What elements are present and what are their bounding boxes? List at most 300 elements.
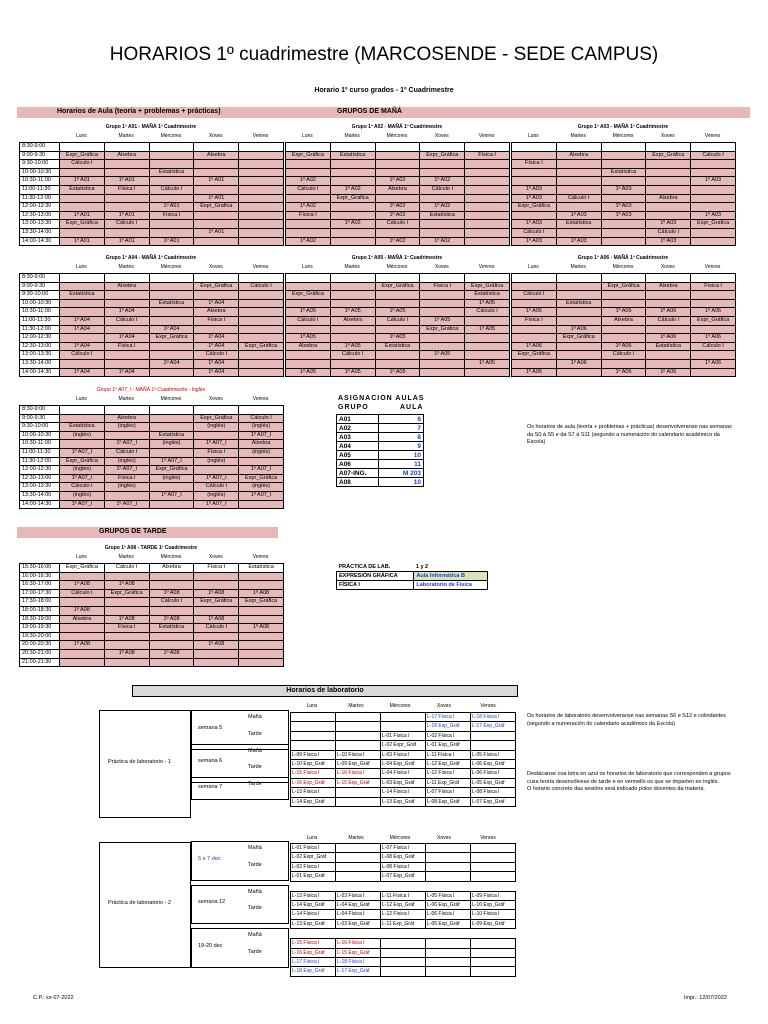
schedule-cell — [691, 299, 736, 308]
day-label: Luns — [75, 133, 87, 139]
schedule-cell: 1º A07_I — [239, 431, 284, 440]
time-cell: 20:30-21:00 — [20, 649, 60, 658]
lab-session-cell — [291, 741, 336, 750]
schedule-cell: Cálculo I — [330, 351, 375, 360]
schedule-cell — [512, 299, 557, 308]
lab-session-cell — [471, 967, 516, 976]
group-days-a07 — [59, 396, 283, 402]
schedule-cell: Expr_Gráfica — [601, 282, 646, 291]
schedule-row — [512, 228, 736, 237]
schedule-cell — [691, 194, 736, 203]
schedule-cell — [239, 316, 284, 325]
schedule-cell: Estatística — [556, 220, 601, 229]
asignacion-table — [336, 414, 424, 487]
schedule-cell: (inglés) — [60, 466, 105, 475]
schedule-row — [20, 581, 284, 590]
schedule-row — [286, 299, 510, 308]
schedule-cell — [330, 168, 375, 177]
lab-tarde-label: Tarde — [248, 861, 262, 868]
lab-session-cell: L-14 Exp_Gráf — [291, 901, 336, 910]
schedule-table-a02 — [285, 142, 510, 246]
schedule-cell — [149, 368, 194, 377]
lab-session-cell — [336, 788, 381, 797]
schedule-cell: 1º A04 — [194, 359, 239, 368]
schedule-cell: Álxebra — [646, 194, 691, 203]
schedule-cell: 1º A01 — [104, 237, 149, 246]
practica-row — [337, 581, 488, 590]
day-label: Mércores — [160, 554, 182, 560]
schedule-cell — [465, 160, 510, 169]
group-days-a01 — [59, 133, 283, 139]
schedule-cell — [60, 598, 105, 607]
schedule-cell: 1º A02 — [420, 237, 465, 246]
schedule-row — [512, 177, 736, 186]
schedule-cell: 1º A05 — [330, 308, 375, 317]
schedule-cell — [239, 274, 284, 283]
practica-table — [336, 563, 488, 590]
schedule-cell — [104, 291, 149, 300]
schedule-cell — [60, 308, 105, 317]
schedule-cell: Cálculo I — [512, 228, 557, 237]
schedule-cell — [375, 325, 420, 334]
schedule-row — [286, 237, 510, 246]
schedule-cell — [556, 368, 601, 377]
lab-session-cell: L-06 Exp_Gráf — [426, 901, 471, 910]
schedule-cell — [60, 414, 105, 423]
schedule-cell — [646, 177, 691, 186]
schedule-cell: Física I — [194, 316, 239, 325]
lab-day-label: Martes — [348, 703, 364, 709]
lab-session-cell: L-12 Exp_Gráf — [381, 901, 426, 910]
schedule-cell: Cálculo I — [691, 342, 736, 351]
schedule-cell — [239, 228, 284, 237]
group-title-a04: Grupo 1º A04 - MAÑÁ 1º Cuadrimestre — [105, 255, 197, 261]
schedule-row — [286, 282, 510, 291]
lab-spacer-cell — [291, 929, 516, 939]
schedule-cell: 1º A06 — [691, 334, 736, 343]
schedule-cell: Cálculo I — [239, 414, 284, 423]
schedule-table-a04 — [19, 273, 284, 377]
lab-session-cell: L-17 Exp_Gráf — [471, 722, 516, 731]
group-title-a08: Grupo 1º A08 - TARDE 1º Cuadrimestre — [104, 545, 198, 551]
schedule-row — [20, 440, 284, 449]
time-cell: 13:00-13:30 — [20, 483, 60, 492]
lab-session-cell: L-09 Física I — [471, 891, 516, 900]
day-label: Martes — [118, 264, 134, 270]
schedule-cell: Álxebra — [330, 316, 375, 325]
practica-room: Laboratorio de Física — [414, 581, 488, 590]
time-cell: 8:30-9:00 — [20, 274, 60, 283]
lab-session-cell: L-07 Exp_Gráf — [381, 872, 426, 881]
schedule-row — [20, 641, 284, 650]
schedule-cell: Álxebra — [286, 342, 331, 351]
schedule-cell: Expr_Gráfica — [330, 194, 375, 203]
lab-row — [291, 778, 516, 787]
schedule-row — [512, 308, 736, 317]
schedule-cell — [239, 168, 284, 177]
schedule-cell — [286, 274, 331, 283]
lab-session-cell: L-13 Exp_Gráf — [381, 797, 426, 806]
schedule-cell — [465, 177, 510, 186]
schedule-cell: Cálculo I — [60, 483, 105, 492]
schedule-cell: 1º A04 — [149, 325, 194, 334]
schedule-cell — [465, 316, 510, 325]
schedule-cell — [601, 220, 646, 229]
lab-row — [291, 741, 516, 750]
schedule-cell — [104, 572, 149, 581]
lab-session-cell: L-08 Exp_Gráf — [381, 853, 426, 862]
asignacion-aula: 9 — [379, 442, 424, 451]
schedule-row — [20, 423, 284, 432]
schedule-cell: Álxebra — [375, 185, 420, 194]
schedule-row — [512, 237, 736, 246]
schedule-cell: 1º A07_I — [104, 466, 149, 475]
schedule-row — [20, 624, 284, 633]
schedule-cell: 1º A03 — [512, 220, 557, 229]
lab-session-cell: L-01 Física I — [291, 844, 336, 853]
day-label: Xoves — [208, 554, 223, 560]
schedule-row — [512, 151, 736, 160]
schedule-cell: Cálculo I — [194, 351, 239, 360]
schedule-cell — [465, 237, 510, 246]
schedule-cell: Cálculo I — [286, 185, 331, 194]
schedule-row — [512, 143, 736, 152]
schedule-cell — [330, 177, 375, 186]
lab-session-cell: L-14 Exp_Gráf — [291, 797, 336, 806]
schedule-cell — [420, 299, 465, 308]
day-label: Xoves — [660, 264, 675, 270]
lab-session-cell: L-09 Exp_Gráf — [471, 919, 516, 928]
time-cell: 13:30-14:00 — [20, 228, 60, 237]
schedule-cell: 1º A02 — [420, 177, 465, 186]
lab-session-cell — [426, 939, 471, 948]
schedule-row — [286, 359, 510, 368]
schedule-cell: 1º A07_I — [104, 500, 149, 509]
page-title: HORARIOS 1º cuadrimestre (MARCOSENDE - SEDE CAMPUS) — [109, 44, 659, 65]
lab-session-cell — [381, 948, 426, 957]
schedule-cell: Expr_Gráfica — [286, 151, 331, 160]
schedule-cell: (inglés) — [60, 491, 105, 500]
day-label: Mércores — [612, 133, 634, 139]
lab-session-cell: L-15 Física I — [291, 939, 336, 948]
schedule-table-a03 — [511, 142, 736, 246]
time-cell: 13:00-13:30 — [20, 220, 60, 229]
schedule-cell: Estatística — [646, 342, 691, 351]
time-cell: 18:30-19:00 — [20, 615, 60, 624]
schedule-cell — [239, 177, 284, 186]
lab-session-cell — [336, 853, 381, 862]
schedule-cell — [556, 203, 601, 212]
schedule-cell — [512, 177, 557, 186]
lab-session-cell — [471, 731, 516, 740]
schedule-cell: 1º A03 — [691, 177, 736, 186]
schedule-cell: 1º A06 — [556, 359, 601, 368]
schedule-cell: Expr_Gráfica — [420, 325, 465, 334]
lab-week-label: 5 e 7 dec — [198, 855, 221, 862]
lab-session-cell: L-06 Física I — [471, 769, 516, 778]
schedule-cell: Estatística — [465, 291, 510, 300]
schedule-cell: Estatística — [60, 423, 105, 432]
schedule-cell: Expr_Gráfica — [465, 282, 510, 291]
schedule-cell: 1º A06 — [512, 342, 557, 351]
schedule-cell: 1º A06 — [691, 308, 736, 317]
schedule-cell — [60, 203, 105, 212]
schedule-cell: 1º A02 — [375, 203, 420, 212]
schedule-cell: 1º A07_I — [104, 440, 149, 449]
practica-subject: FÍSICA I — [337, 581, 414, 590]
schedule-cell: Cálculo I — [465, 308, 510, 317]
schedule-cell: 1º A06 — [646, 308, 691, 317]
schedule-cell — [60, 274, 105, 283]
schedule-cell: 1º A03 — [601, 203, 646, 212]
lab-session-cell: L-08 Física I — [381, 862, 426, 871]
schedule-cell — [104, 431, 149, 440]
schedule-cell — [104, 160, 149, 169]
practica-col2: 1 y 2 — [415, 564, 429, 570]
schedule-cell: Expr_Gráfica — [375, 282, 420, 291]
schedule-row — [286, 351, 510, 360]
schedule-cell: Álxebra — [556, 151, 601, 160]
schedule-cell — [60, 334, 105, 343]
schedule-cell: Expr_Gráfica — [60, 457, 105, 466]
schedule-cell — [330, 237, 375, 246]
schedule-cell — [465, 143, 510, 152]
schedule-cell — [286, 228, 331, 237]
schedule-cell — [556, 143, 601, 152]
schedule-row — [512, 160, 736, 169]
schedule-cell: 1º A02 — [286, 177, 331, 186]
schedule-cell — [420, 308, 465, 317]
schedule-cell: Física I — [691, 282, 736, 291]
schedule-cell: 1º A01 — [149, 237, 194, 246]
schedule-cell: Álxebra — [104, 282, 149, 291]
schedule-cell: Estatística — [420, 211, 465, 220]
day-label: Luns — [527, 264, 539, 270]
group-days-a08 — [59, 554, 283, 560]
schedule-row — [20, 143, 284, 152]
band-tarde-label: GRUPOS DE TARDE — [99, 528, 167, 535]
schedule-cell — [239, 649, 284, 658]
lab-session-cell: L-07 Exp_Gráf — [471, 797, 516, 806]
time-cell: 9:00-9:30 — [20, 151, 60, 160]
schedule-cell: Expr_Gráfica — [239, 474, 284, 483]
schedule-cell — [194, 406, 239, 415]
schedule-row — [512, 282, 736, 291]
schedule-cell — [239, 185, 284, 194]
time-cell: 9:00-9:30 — [20, 282, 60, 291]
schedule-row — [20, 220, 284, 229]
schedule-row — [20, 414, 284, 423]
time-cell: 9:30-10:00 — [20, 160, 60, 169]
lab-days-header-2 — [290, 835, 510, 841]
lab-session-cell — [291, 713, 336, 722]
schedule-row — [20, 359, 284, 368]
schedule-row — [286, 168, 510, 177]
schedule-cell — [149, 632, 194, 641]
lab-row — [291, 910, 516, 919]
schedule-cell — [60, 440, 105, 449]
schedule-cell — [286, 194, 331, 203]
schedule-row — [20, 160, 284, 169]
schedule-row — [286, 274, 510, 283]
group-title-a05: Grupo 1º A05 - MAÑÁ 1º Cuadrimestre — [351, 255, 443, 261]
practica-row — [337, 572, 488, 581]
lab-session-cell — [336, 731, 381, 740]
schedule-cell — [239, 299, 284, 308]
schedule-row — [20, 282, 284, 291]
schedule-cell: Cálculo I — [375, 316, 420, 325]
schedule-cell — [149, 151, 194, 160]
schedule-cell: 1º A06 — [646, 334, 691, 343]
schedule-cell — [646, 274, 691, 283]
lab-session-cell: L-17 Exp_Gráf — [336, 967, 381, 976]
schedule-cell: Física I — [512, 316, 557, 325]
schedule-cell — [104, 351, 149, 360]
schedule-cell — [601, 359, 646, 368]
schedule-cell — [239, 308, 284, 317]
schedule-cell: 1º A08 — [104, 581, 149, 590]
schedule-cell — [420, 160, 465, 169]
day-label: Xoves — [208, 133, 223, 139]
lab-row — [291, 901, 516, 910]
schedule-cell — [149, 581, 194, 590]
schedule-cell: Expr_Gráfica — [194, 282, 239, 291]
time-cell: 12:30-13:00 — [20, 474, 60, 483]
lab-session-cell — [381, 939, 426, 948]
lab-day-label: Luns — [306, 703, 318, 709]
schedule-cell — [691, 325, 736, 334]
lab-row — [291, 788, 516, 797]
schedule-cell — [239, 291, 284, 300]
asignacion-aula: M 203 — [379, 469, 424, 478]
day-label: Mércores — [160, 396, 182, 402]
schedule-cell: 1º A02 — [375, 211, 420, 220]
schedule-row — [20, 351, 284, 360]
time-cell: 10:30-11:00 — [20, 177, 60, 186]
time-cell: 10:30-11:00 — [20, 440, 60, 449]
footer-left: C.P.: xx-07-2022 — [33, 995, 74, 1001]
schedule-cell: 1º A07_I — [149, 491, 194, 500]
lab-session-cell — [471, 872, 516, 881]
schedule-cell — [512, 282, 557, 291]
schedule-cell: Álxebra — [239, 440, 284, 449]
group-title-a02: Grupo 1º A02 - MAÑÁ 1º Cuadrimestre — [351, 124, 443, 130]
schedule-cell — [149, 351, 194, 360]
schedule-cell: 1º A03 — [556, 237, 601, 246]
schedule-cell — [286, 168, 331, 177]
schedule-row — [512, 299, 736, 308]
lab-session-cell: L-02 Física I — [426, 731, 471, 740]
schedule-cell — [104, 641, 149, 650]
lab-tarde-label: Tarde — [248, 781, 262, 788]
schedule-cell: 1º A06 — [556, 325, 601, 334]
schedule-cell: Cálculo I — [286, 316, 331, 325]
schedule-row — [512, 334, 736, 343]
lab-session-cell: L-16 Física I — [336, 769, 381, 778]
note-aula: Os horarios de aula (teoría + problemas + prácticas) desenvolveranse nas semanas da S0 á S5 e da S7 á S11 (segundo a numeración do calendario académico da Escola) — [527, 424, 732, 445]
schedule-row — [20, 368, 284, 377]
schedule-cell — [465, 194, 510, 203]
schedule-cell: Estatística — [60, 291, 105, 300]
schedule-cell — [239, 237, 284, 246]
schedule-cell: 1º A05 — [330, 368, 375, 377]
schedule-cell — [239, 143, 284, 152]
lab-session-cell — [426, 862, 471, 871]
schedule-cell — [420, 168, 465, 177]
schedule-cell: Expr_Gráfica — [512, 203, 557, 212]
lab-session-cell — [381, 958, 426, 967]
lab-session-cell — [336, 862, 381, 871]
practica-subject: EXPRESIÓN GRÁFICA — [337, 572, 414, 581]
schedule-row — [512, 168, 736, 177]
day-label: Xoves — [434, 264, 449, 270]
asignacion-grupo: A07-ING. — [337, 469, 379, 478]
schedule-cell — [60, 143, 105, 152]
schedule-cell: Expr_Gráfica — [60, 151, 105, 160]
schedule-cell: Álxebra — [646, 282, 691, 291]
schedule-row — [20, 572, 284, 581]
schedule-cell: (inglés) — [149, 440, 194, 449]
schedule-cell — [286, 160, 331, 169]
schedule-cell: Álxebra — [601, 316, 646, 325]
schedule-row — [512, 316, 736, 325]
schedule-cell — [465, 211, 510, 220]
schedule-cell: Expr_Gráfica — [149, 334, 194, 343]
schedule-cell — [104, 168, 149, 177]
schedule-row — [20, 466, 284, 475]
schedule-cell — [149, 194, 194, 203]
asignacion-row — [337, 478, 424, 487]
lab-session-cell: L-03 Física I — [381, 750, 426, 759]
schedule-cell — [330, 334, 375, 343]
day-label: Xoves — [208, 396, 223, 402]
lab-day-label: Xoves — [437, 703, 451, 709]
lab-row — [291, 891, 516, 900]
lab-session-cell: L-15 Física I — [291, 769, 336, 778]
schedule-cell — [375, 274, 420, 283]
schedule-cell: 1º A04 — [104, 308, 149, 317]
schedule-cell — [194, 143, 239, 152]
asignacion-row — [337, 460, 424, 469]
schedule-cell — [286, 220, 331, 229]
day-label: Luns — [75, 396, 87, 402]
schedule-cell — [465, 368, 510, 377]
schedule-cell — [646, 325, 691, 334]
lab-session-cell: L-03 Exp_Gráf — [336, 919, 381, 928]
schedule-cell: Álxebra — [194, 151, 239, 160]
lab-spacer-cell — [291, 881, 516, 891]
schedule-cell — [375, 299, 420, 308]
schedule-row — [286, 203, 510, 212]
schedule-cell — [465, 168, 510, 177]
schedule-cell — [330, 143, 375, 152]
day-label: Venres — [704, 133, 721, 139]
lab-practica-2-label: Práctica de laboratorio - 2 — [108, 900, 171, 906]
schedule-row — [286, 316, 510, 325]
schedule-cell: 1º A08 — [104, 615, 149, 624]
asignacion-grupo: A01 — [337, 415, 379, 424]
schedule-cell: 1º A06 — [691, 359, 736, 368]
lab-session-cell — [471, 862, 516, 871]
lab-row — [291, 722, 516, 731]
day-label: Martes — [118, 554, 134, 560]
lab-session-cell: L-01 Exp_Gráf — [426, 741, 471, 750]
day-label: Xoves — [208, 264, 223, 270]
schedule-cell — [375, 228, 420, 237]
day-label: Luns — [75, 264, 87, 270]
schedule-cell: Cálculo I — [556, 194, 601, 203]
time-cell: 14:00-14:30 — [20, 500, 60, 509]
